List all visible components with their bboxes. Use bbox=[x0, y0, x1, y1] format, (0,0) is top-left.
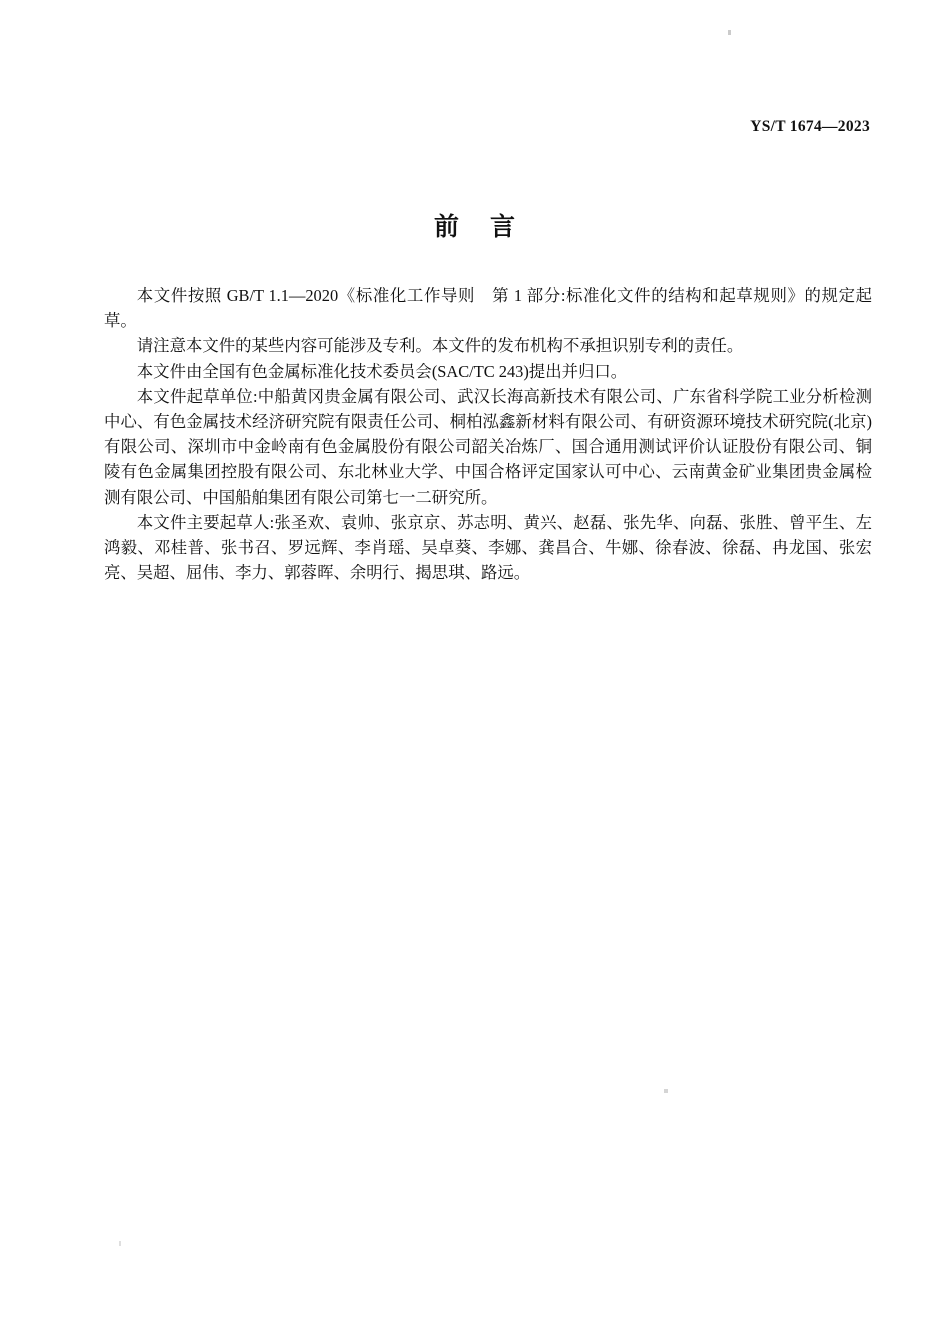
foreword-body bbox=[104, 283, 872, 585]
paragraph-principal-drafters: 本文件主要起草人:张圣欢、袁帅、张京京、苏志明、黄兴、赵磊、张先华、向磊、张胜、曾平生、左鸿毅、邓桂普、张书召、罗远辉、李肖瑶、吴卓葵、李娜、龚昌合、牛娜、徐春波、徐磊、冉龙国、张宏亮、吴超、屈伟、李力、郭蓉晖、余明行、揭思琪、路远。 bbox=[104, 512, 872, 583]
paragraph-drafting-organizations: 本文件起草单位:中船黄冈贵金属有限公司、武汉长海高新技术有限公司、广东省科学院工业分析检测中心、有色金属技术经济研究院有限责任公司、桐柏泓鑫新材料有限公司、有研资源环境技术研究院(北京)有限公司、深圳市中金岭南有色金属股份有限公司韶关冶炼厂、国合通用测试评价认证股份有限公司、铜陵有色金属集团控股有限公司、东北林业大学、中国合格评定国家认可中心、云南黄金矿业集团贵金属检测有限公司、中国船舶集团有限公司第七一二研究所。 bbox=[104, 386, 872, 507]
standard-number: YS/T 1674—2023 bbox=[750, 118, 870, 135]
scan-artifact-middle bbox=[664, 1089, 668, 1093]
page-header bbox=[80, 118, 870, 142]
scan-artifact-bottom bbox=[119, 1241, 121, 1246]
paragraph-scope-basis: 本文件按照 GB/T 1.1—2020《标准化工作导则 第 1 部分:标准化文件的结构和起草规则》的规定起草。 bbox=[104, 286, 872, 331]
page-title bbox=[0, 207, 950, 243]
page-title-char-left: 前 bbox=[433, 212, 460, 241]
paragraph-proposing-body: 本文件由全国有色金属标准化技术委员会(SAC/TC 243)提出并归口。 bbox=[136, 361, 628, 381]
paragraph-patent-notice: 请注意本文件的某些内容可能涉及专利。本文件的发布机构不承担识别专利的责任。 bbox=[136, 336, 744, 356]
page-title-char-right: 言 bbox=[490, 212, 517, 241]
scan-artifact-top bbox=[728, 30, 731, 35]
